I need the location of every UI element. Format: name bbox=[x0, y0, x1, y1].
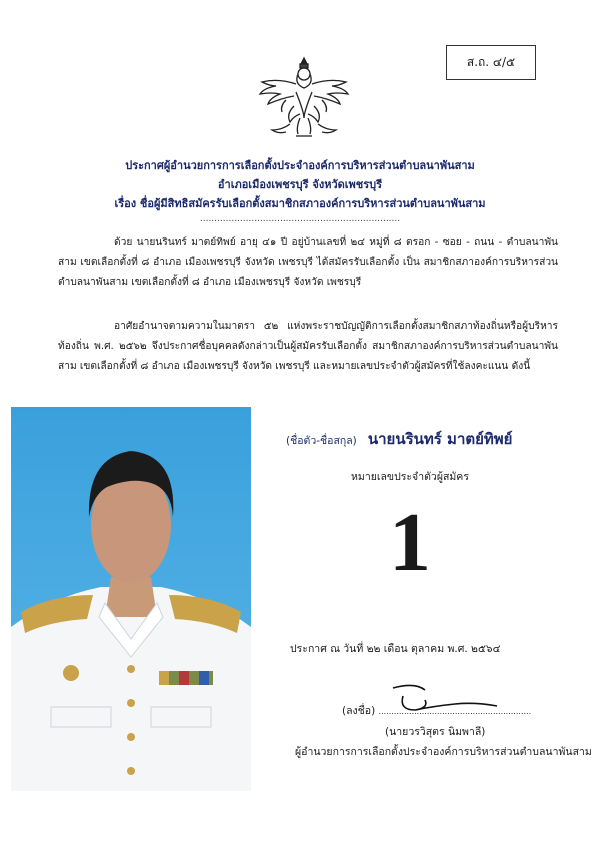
announcement-date: ประกาศ ณ วันที่ ๒๒ เดือน ตุลาคม พ.ศ. ๒๕๖๔ bbox=[290, 643, 501, 655]
header-line-3: เรื่อง ชื่อผู้มีสิทธิสมัครรับเลือกตั้งสมาชิกสภาองค์การบริหารส่วนตำบลนาพันสาม bbox=[114, 197, 486, 210]
header-divider-dots: ...................................................................... bbox=[199, 214, 401, 224]
form-code: ส.ถ. ๔/๕ bbox=[466, 55, 516, 69]
signer-title: ผู้อำนวยการการเลือกตั้งประจำองค์การบริหารส่วนตำบลนาพันสาม bbox=[295, 746, 592, 758]
name-prefix-label: (ชื่อตัว-ชื่อสกุล) bbox=[286, 435, 357, 447]
candidate-name: นายนรินทร์ มาตย์ทิพย์ bbox=[367, 430, 513, 448]
garuda-emblem-icon bbox=[256, 52, 352, 140]
form-code-box bbox=[446, 45, 536, 80]
announcement-header bbox=[60, 156, 540, 224]
candidate-number: 1 bbox=[389, 496, 431, 589]
paragraph-1-text: ด้วย นายนรินทร์ มาตย์ทิพย์ อายุ ๔๑ ปี อยู่บ้านเลขที่ ๒๔ หมู่ที่ ๘ ตรอก - ซอย - ถนน - ตำบลนาพันสาม เขตเลือกตั้งที่ ๘ อำเภอ เมืองเพชรบุรี จังหวัด เพชรบุรี ได้สมัครรับเลือกตั้ง เป็น สมาชิกสภาองค์การบริหารส่วนตำบลนาพันสาม เขตเลือกตั้งที่ ๘ อำเภอ เมืองเพชรบุรี จังหวัด เพชรบุรี bbox=[58, 237, 558, 288]
header-line-2: อำเภอเมืองเพชรบุรี จังหวัดเพชรบุรี bbox=[217, 178, 383, 191]
header-line-1: ประกาศผู้อำนวยการการเลือกตั้งประจำองค์การบริหารส่วนตำบลนาพันสาม bbox=[125, 159, 475, 172]
paragraph-2-text: อาศัยอำนาจตามความในมาตรา ๕๒ แห่งพระราชบัญญัติการเลือกตั้งสมาชิกสภาท้องถิ่นหรือผู้บริหารท้องถิ่น พ.ศ. ๒๕๖๒ จึงประกาศชื่อบุคคลดังกล่าวเป็นผู้สมัครรับเลือกตั้ง สมาชิกสภาองค์การบริหารส่วนตำบลนาพันสาม เขตเลือกตั้งที่ ๘ อำเภอ เมืองเพชรบุรี จังหวัด เพชรบุรี และหมายเลขประจำตัวผู้สมัครที่ใช้ลงคะแนน ดังนี้ bbox=[58, 321, 558, 372]
candidate-photo bbox=[11, 407, 251, 791]
candidate-number-label: หมายเลขประจำตัวผู้สมัคร bbox=[351, 471, 469, 483]
paragraph-applicant bbox=[58, 233, 558, 293]
signer-name: (นายวรวิสุตร นิมพาลี) bbox=[385, 726, 486, 738]
sign-dots: ............................................................ bbox=[378, 707, 532, 716]
candidate-name-row bbox=[286, 427, 512, 451]
sign-label: (ลงชื่อ) bbox=[342, 705, 376, 717]
signature-row bbox=[342, 702, 531, 719]
paragraph-authority bbox=[58, 317, 558, 377]
